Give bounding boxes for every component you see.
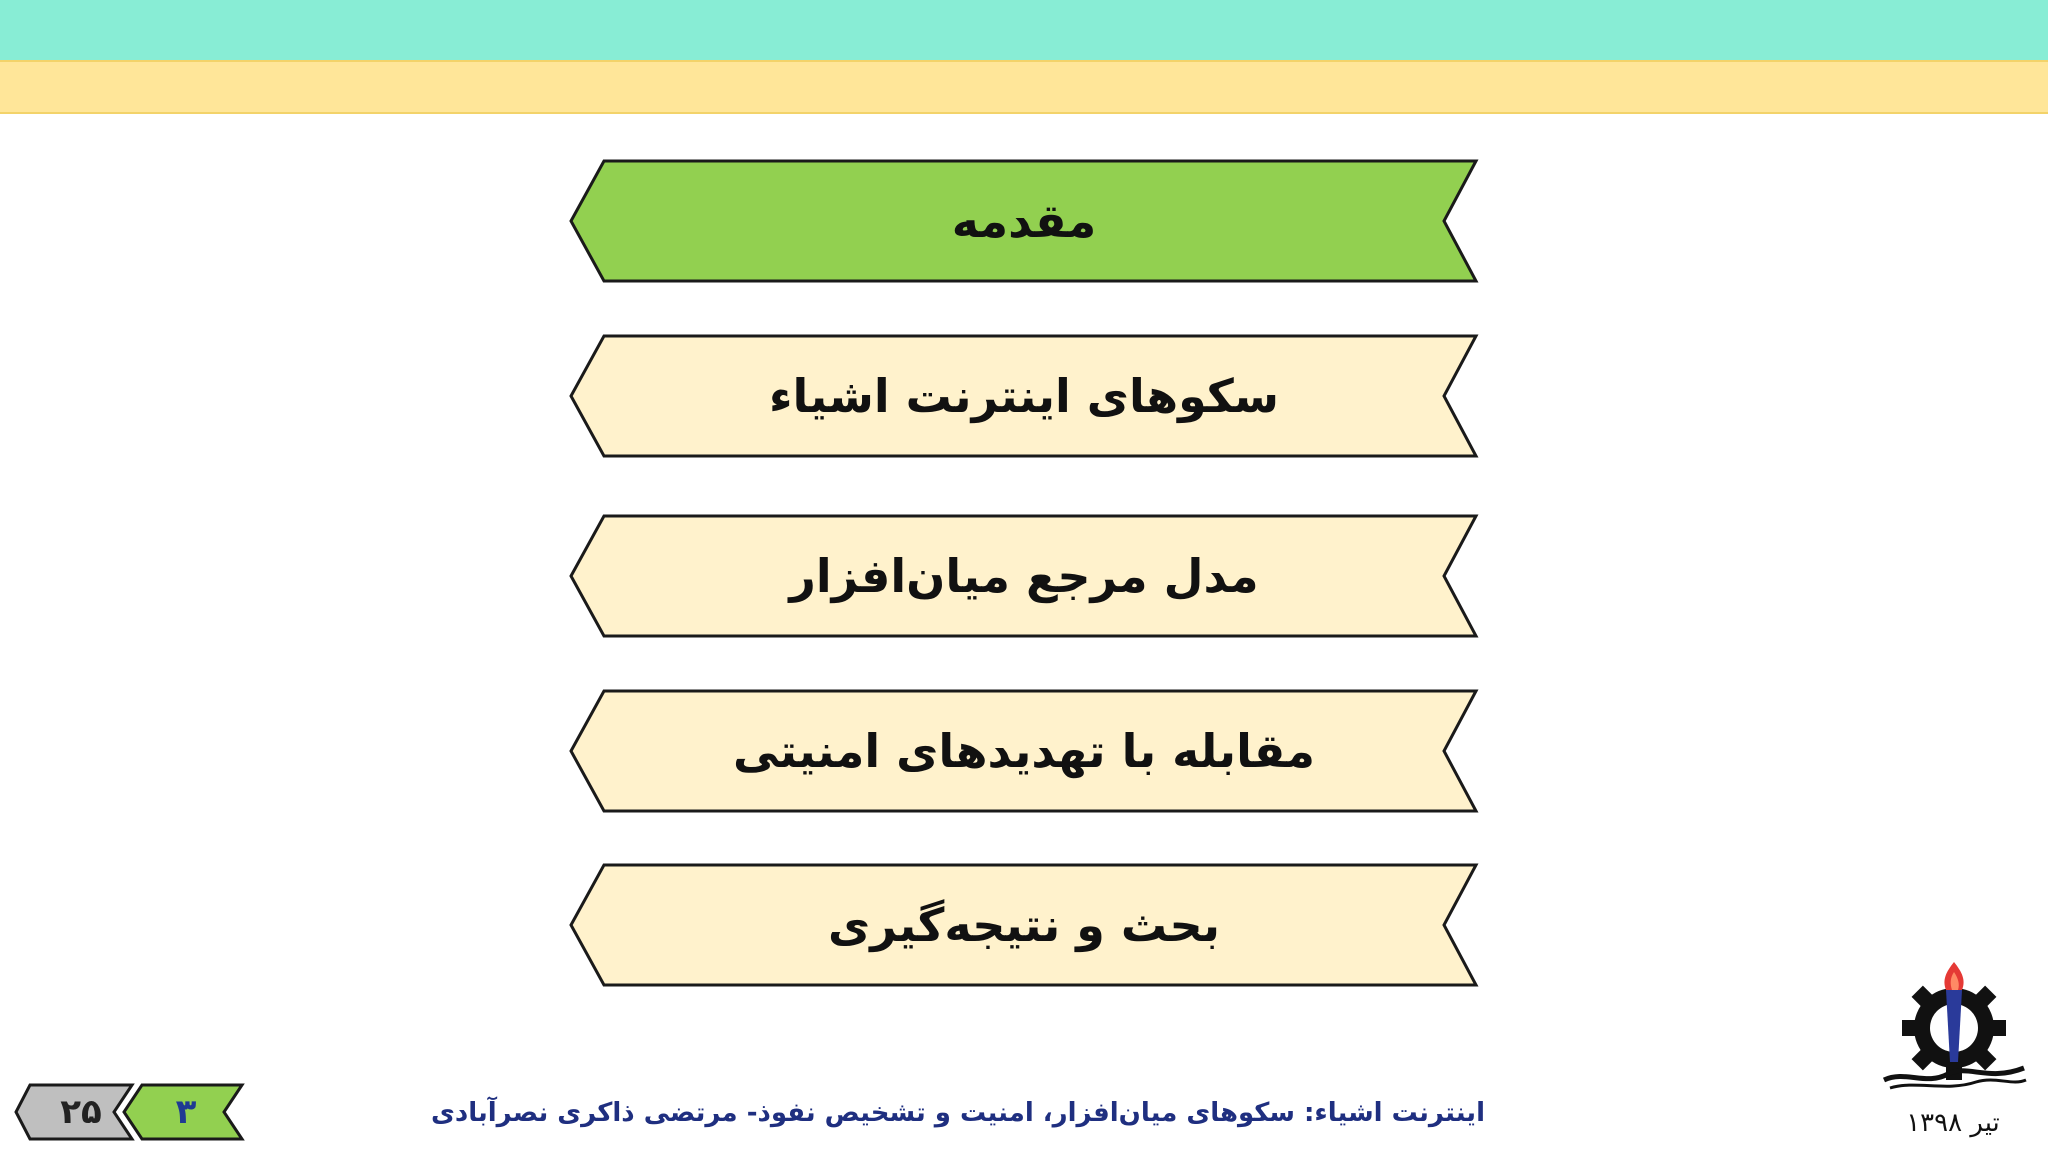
current-page: ۳ bbox=[175, 1092, 197, 1132]
agenda-item-label: مدل مرجع میان‌افزار bbox=[789, 549, 1259, 603]
header-band-teal bbox=[0, 0, 2048, 60]
footer-date: تیر ۱۳۹۸ bbox=[1906, 1108, 2000, 1138]
university-logo bbox=[1876, 950, 2032, 1100]
page-indicator bbox=[14, 1082, 250, 1142]
agenda-item-conclusion[interactable] bbox=[568, 862, 1480, 988]
agenda-item-intro[interactable] bbox=[568, 158, 1480, 284]
agenda-item-label: مقدمه bbox=[951, 194, 1097, 248]
university-logo-icon bbox=[1876, 950, 2032, 1100]
header-band-yellow bbox=[0, 60, 2048, 114]
agenda-item-label: بحث و نتیجه‌گیری bbox=[828, 898, 1220, 952]
total-pages: ۲۵ bbox=[60, 1092, 102, 1132]
agenda-item-middleware-model[interactable] bbox=[568, 513, 1480, 639]
agenda-item-iot-platforms[interactable] bbox=[568, 333, 1480, 459]
agenda-item-label: مقابله با تهدیدهای امنیتی bbox=[733, 724, 1315, 778]
agenda-item-label: سکوهای اینترنت اشیاء bbox=[769, 369, 1279, 423]
footer-title: اینترنت اشیاء: سکوهای میان‌افزار، امنیت و تشخیص نفوذ- مرتضی ذاکری نصرآبادی bbox=[431, 1098, 1485, 1128]
agenda-item-security-threats[interactable] bbox=[568, 688, 1480, 814]
